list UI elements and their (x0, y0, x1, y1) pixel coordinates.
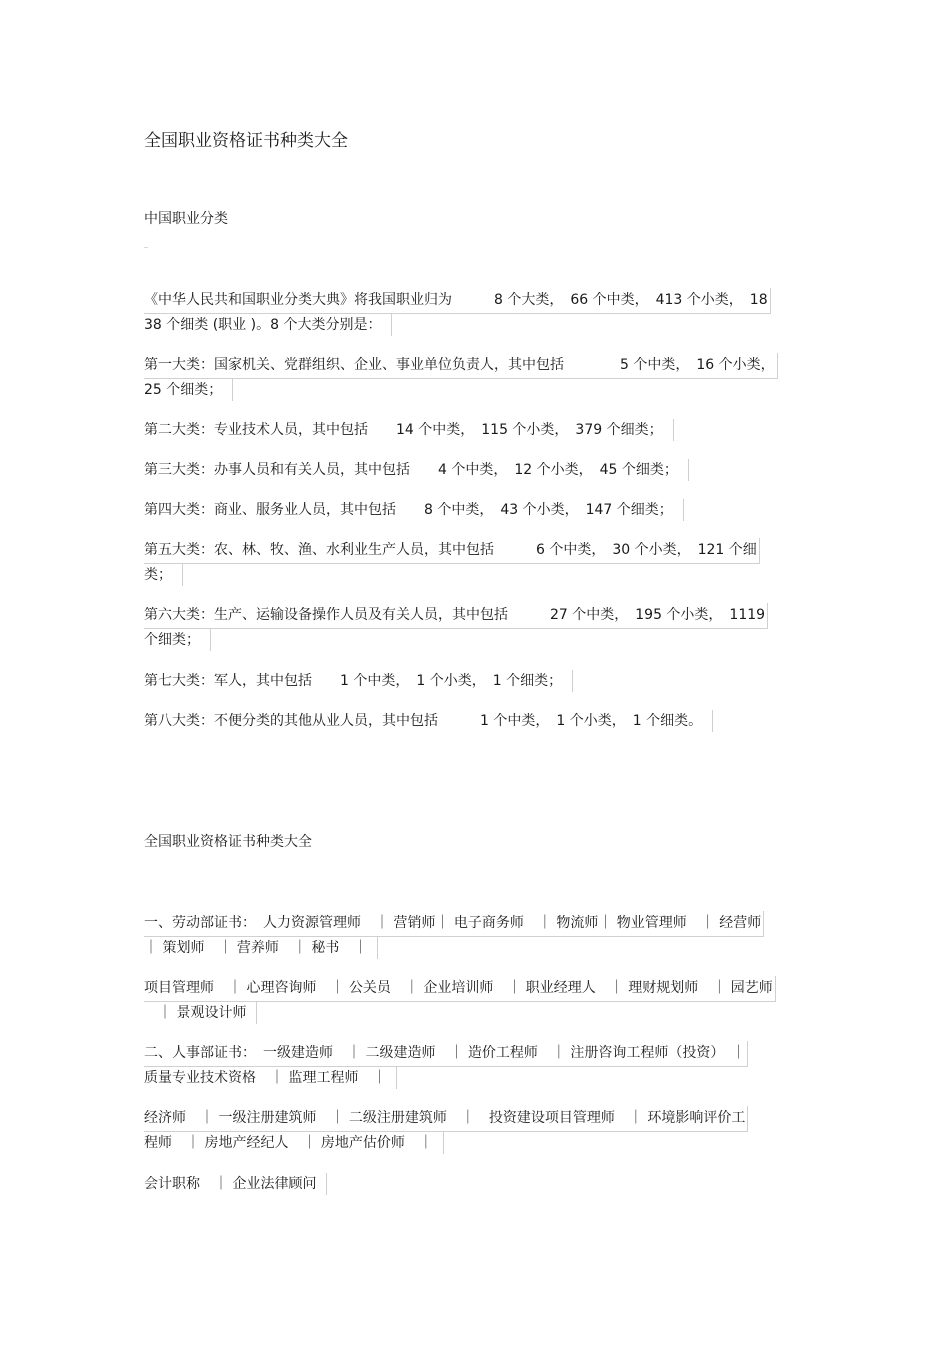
line-end-marker (396, 1067, 397, 1089)
category-line: 第二大类：专业技术人员，其中包括 14 个中类， 115 个小类， 379 个细类； (144, 422, 663, 438)
category-paragraph (144, 498, 684, 523)
line-end-marker (210, 629, 211, 651)
category-paragraph (144, 538, 760, 588)
line-end-marker (572, 670, 573, 692)
certificate-line: ｜ 景观设计师 (144, 1005, 247, 1021)
line-end-marker (377, 937, 378, 959)
intro-line-2: 38 个细类 (职业 )。8 个大类分别是： (144, 317, 382, 333)
category-paragraph (144, 709, 713, 734)
category-line: 第四大类：商业、服务业人员，其中包括 8 个中类， 43 个小类， 147 个细类； (144, 502, 673, 518)
intro-line-1: 《中华人民共和国职业分类大典》将我国职业归为 8 个大类， 66 个中类， 413 个小类， 18 (144, 288, 771, 314)
certificate-paragraph (144, 911, 764, 961)
category-paragraph (144, 669, 573, 694)
category-paragraph (144, 353, 778, 403)
certificate-line: 经济师 ｜ 一级注册建筑师 ｜ 二级注册建筑师 ｜ 投资建设项目管理师 ｜ 环境影响评价工 (144, 1106, 748, 1132)
category-line: 25 个细类； (144, 382, 223, 398)
category-paragraph (144, 603, 768, 653)
category-line: 类； (144, 567, 172, 583)
certificate-paragraph (144, 976, 776, 1026)
category-line: 第八大类：不便分类的其他从业人员，其中包括 1 个中类， 1 个小类， 1 个细类。 (144, 713, 703, 729)
category-line: 第六大类：生产、运输设备操作人员及有关人员，其中包括 27 个中类， 195 个小类， 1119 (144, 603, 768, 629)
divider-mark (144, 247, 148, 248)
line-end-marker (182, 564, 183, 586)
category-line: 第一大类：国家机关、党群组织、企业、事业单位负责人，其中包括 5 个中类， 16 个小类， (144, 353, 778, 379)
section-heading-certificates: 全国职业资格证书种类大全 (144, 834, 312, 850)
category-line: 个细类； (144, 632, 200, 648)
certificate-paragraph (144, 1172, 327, 1197)
section-heading-occupation-classification: 中国职业分类 (144, 211, 228, 227)
certificate-paragraph (144, 1106, 748, 1156)
certificate-line: 一、劳动部证书： 人力资源管理师 ｜ 营销师｜ 电子商务师 ｜ 物流师｜ 物业管理师 ｜ 经营师 (144, 911, 764, 937)
line-end-marker (326, 1173, 327, 1195)
certificate-line: 程师 ｜ 房地产经纪人 ｜ 房地产估价师 ｜ (144, 1135, 433, 1151)
line-end-marker (712, 710, 713, 732)
category-line: 第七大类：军人，其中包括 1 个中类， 1 个小类， 1 个细类； (144, 673, 563, 689)
line-end-marker (683, 499, 684, 521)
intro-paragraph (144, 288, 771, 338)
category-paragraph (144, 458, 689, 483)
certificate-line: ｜ 策划师 ｜ 营养师 ｜ 秘书 ｜ (144, 940, 368, 956)
category-paragraph (144, 418, 674, 443)
line-end-marker (232, 379, 233, 401)
line-end-marker (688, 459, 689, 481)
document-title: 全国职业资格证书种类大全 (144, 131, 348, 151)
certificate-line: 二、人事部证书： 一级建造师 ｜ 二级建造师 ｜ 造价工程师 ｜ 注册咨询工程师（投资） ｜ (144, 1041, 748, 1067)
category-line: 第三大类：办事人员和有关人员，其中包括 4 个中类， 12 个小类， 45 个细类； (144, 462, 678, 478)
line-end-marker (256, 1002, 257, 1024)
line-end-marker (673, 419, 674, 441)
line-end-marker (391, 314, 392, 336)
line-end-marker (443, 1132, 444, 1154)
category-line: 第五大类：农、林、牧、渔、水利业生产人员，其中包括 6 个中类， 30 个小类， 121 个细 (144, 538, 760, 564)
certificate-paragraph (144, 1041, 748, 1091)
certificate-line: 项目管理师 ｜ 心理咨询师 ｜ 公关员 ｜ 企业培训师 ｜ 职业经理人 ｜ 理财规划师 ｜ 园艺师 (144, 976, 776, 1002)
certificate-line: 质量专业技术资格 ｜ 监理工程师 ｜ (144, 1070, 387, 1086)
certificate-line: 会计职称 ｜ 企业法律顾问 (144, 1176, 317, 1192)
